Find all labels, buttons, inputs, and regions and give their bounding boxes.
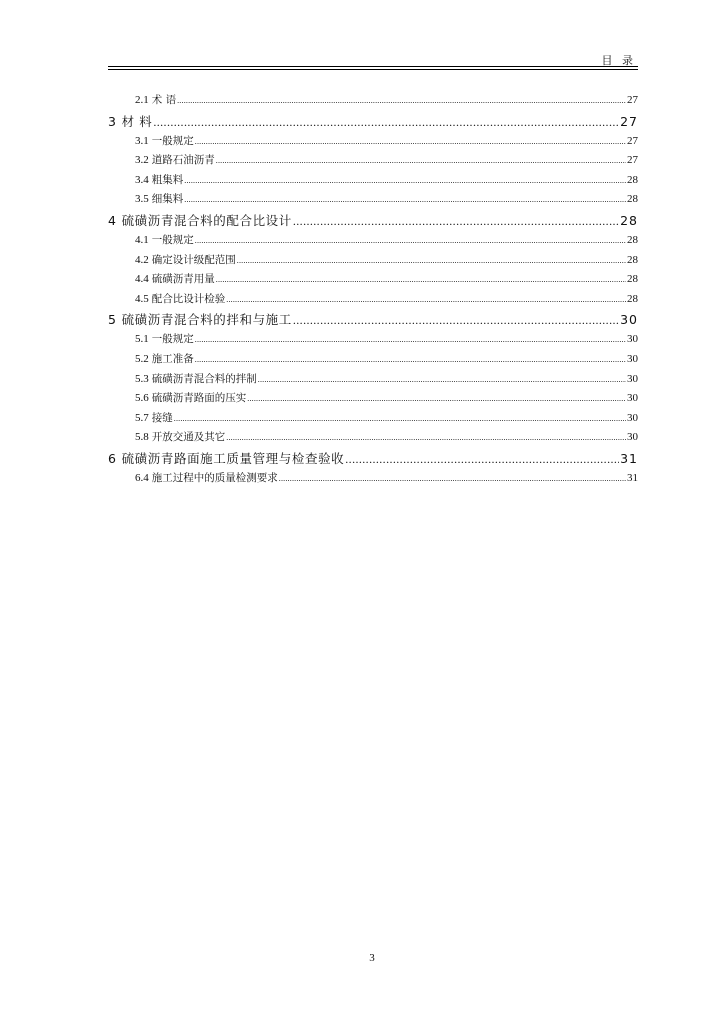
dot-leader xyxy=(226,433,626,442)
dot-leader xyxy=(247,394,626,403)
toc-entry-page: 28 xyxy=(627,253,638,266)
toc-entry-number: 5.6 xyxy=(135,392,149,405)
toc-entry-page: 30 xyxy=(627,392,638,405)
toc-section-entry[interactable] xyxy=(108,291,638,311)
table-of-contents xyxy=(108,92,638,490)
toc-chapter-entry[interactable] xyxy=(108,112,638,133)
header-title: 目 录 xyxy=(601,54,636,67)
toc-entry-title: 一般规定 xyxy=(151,233,194,246)
toc-entry-title: 硫磺沥青混合料的配合比设计 xyxy=(121,212,292,228)
toc-section-entry[interactable] xyxy=(108,92,638,112)
toc-entry-page: 28 xyxy=(620,212,638,228)
page-number: 3 xyxy=(369,952,375,964)
dot-leader xyxy=(174,414,626,423)
toc-entry-title: 细集料 xyxy=(151,193,184,206)
dot-leader xyxy=(177,96,626,105)
toc-entry-title: 粗集料 xyxy=(151,173,184,186)
toc-section-entry[interactable] xyxy=(108,470,638,490)
toc-entry-title: 道路石油沥青 xyxy=(151,154,215,167)
toc-entry-number: 5.7 xyxy=(135,411,149,424)
toc-entry-title: 硫磺沥青混合料的拌和与施工 xyxy=(121,312,292,328)
toc-entry-page: 30 xyxy=(627,372,638,385)
dot-leader xyxy=(184,195,626,204)
toc-entry-title: 确定设计级配范围 xyxy=(151,253,236,266)
dot-leader xyxy=(258,375,626,384)
toc-entry-page: 30 xyxy=(627,411,638,424)
dot-leader xyxy=(195,355,626,364)
dot-leader xyxy=(216,156,626,165)
dot-leader xyxy=(345,452,619,467)
toc-entry-title: 硫磺沥青用量 xyxy=(151,273,215,286)
dot-leader xyxy=(184,176,626,185)
dot-leader xyxy=(293,214,619,229)
toc-entry-number: 4.5 xyxy=(135,292,149,305)
toc-entry-page: 28 xyxy=(627,233,638,246)
toc-entry-title: 施工过程中的质量检测要求 xyxy=(151,471,278,484)
dot-leader xyxy=(293,313,619,328)
toc-entry-title: 施工准备 xyxy=(151,352,194,365)
toc-chapter-entry[interactable] xyxy=(108,310,638,331)
toc-entry-number: 3.1 xyxy=(135,134,149,147)
toc-entry-number: 4 xyxy=(108,212,117,228)
toc-entry-page: 31 xyxy=(627,471,638,484)
toc-entry-page: 28 xyxy=(627,273,638,286)
toc-entry-page: 31 xyxy=(620,450,638,466)
toc-entry-number: 3.4 xyxy=(135,173,149,186)
toc-section-entry[interactable] xyxy=(108,331,638,351)
toc-entry-title: 一般规定 xyxy=(151,134,194,147)
toc-entry-page: 27 xyxy=(627,154,638,167)
toc-entry-title: 硫磺沥青混合料的拌制 xyxy=(151,372,257,385)
toc-entry-title: 材 料 xyxy=(121,113,153,129)
toc-entry-number: 3 xyxy=(108,113,117,129)
toc-section-entry[interactable] xyxy=(108,351,638,371)
toc-section-entry[interactable] xyxy=(108,172,638,192)
toc-entry-number: 6 xyxy=(108,450,117,466)
toc-section-entry[interactable] xyxy=(108,271,638,291)
toc-entry-number: 3.5 xyxy=(135,193,149,206)
toc-entry-page: 30 xyxy=(620,312,638,328)
header-rule xyxy=(108,66,638,70)
toc-entry-number: 2.1 xyxy=(135,94,149,106)
toc-entry-page: 30 xyxy=(627,431,638,444)
toc-section-entry[interactable] xyxy=(108,191,638,211)
dot-leader xyxy=(237,256,626,265)
toc-section-entry[interactable] xyxy=(108,152,638,172)
toc-section-entry[interactable] xyxy=(108,371,638,391)
toc-entry-title: 硫磺沥青路面施工质量管理与检查验收 xyxy=(121,450,345,466)
toc-entry-page: 27 xyxy=(620,113,638,129)
toc-section-entry[interactable] xyxy=(108,252,638,272)
toc-entry-number: 5 xyxy=(108,312,117,328)
toc-entry-number: 6.4 xyxy=(135,471,149,484)
toc-entry-number: 4.2 xyxy=(135,253,149,266)
toc-entry-number: 5.2 xyxy=(135,352,149,365)
toc-section-entry[interactable] xyxy=(108,232,638,252)
dot-leader xyxy=(195,335,626,344)
toc-entry-page: 28 xyxy=(627,292,638,305)
toc-entry-title: 一般规定 xyxy=(151,333,194,346)
toc-chapter-entry[interactable] xyxy=(108,449,638,470)
toc-entry-page: 27 xyxy=(627,134,638,147)
dot-leader xyxy=(153,115,619,130)
toc-entry-title: 硫磺沥青路面的压实 xyxy=(151,392,247,405)
toc-entry-page: 30 xyxy=(627,352,638,365)
toc-entry-number: 3.2 xyxy=(135,154,149,167)
toc-entry-title: 接缝 xyxy=(151,411,173,424)
toc-section-entry[interactable] xyxy=(108,429,638,449)
toc-chapter-entry[interactable] xyxy=(108,211,638,232)
toc-entry-number: 5.3 xyxy=(135,372,149,385)
toc-entry-number: 5.8 xyxy=(135,431,149,444)
dot-leader xyxy=(216,275,626,284)
dot-leader xyxy=(195,137,626,146)
toc-entry-title: 开放交通及其它 xyxy=(151,431,226,444)
toc-section-entry[interactable] xyxy=(108,410,638,430)
toc-entry-title: 术 语 xyxy=(151,94,177,106)
toc-entry-number: 5.1 xyxy=(135,333,149,346)
toc-entry-page: 27 xyxy=(627,94,638,106)
toc-section-entry[interactable] xyxy=(108,133,638,153)
toc-section-entry[interactable] xyxy=(108,390,638,410)
toc-entry-page: 28 xyxy=(627,173,638,186)
toc-entry-number: 4.1 xyxy=(135,233,149,246)
toc-entry-number: 4.4 xyxy=(135,273,149,286)
toc-entry-page: 30 xyxy=(627,333,638,346)
toc-entry-page: 28 xyxy=(627,193,638,206)
dot-leader xyxy=(195,236,626,245)
toc-entry-title: 配合比设计检验 xyxy=(151,292,226,305)
dot-leader xyxy=(226,295,626,304)
dot-leader xyxy=(279,474,626,483)
